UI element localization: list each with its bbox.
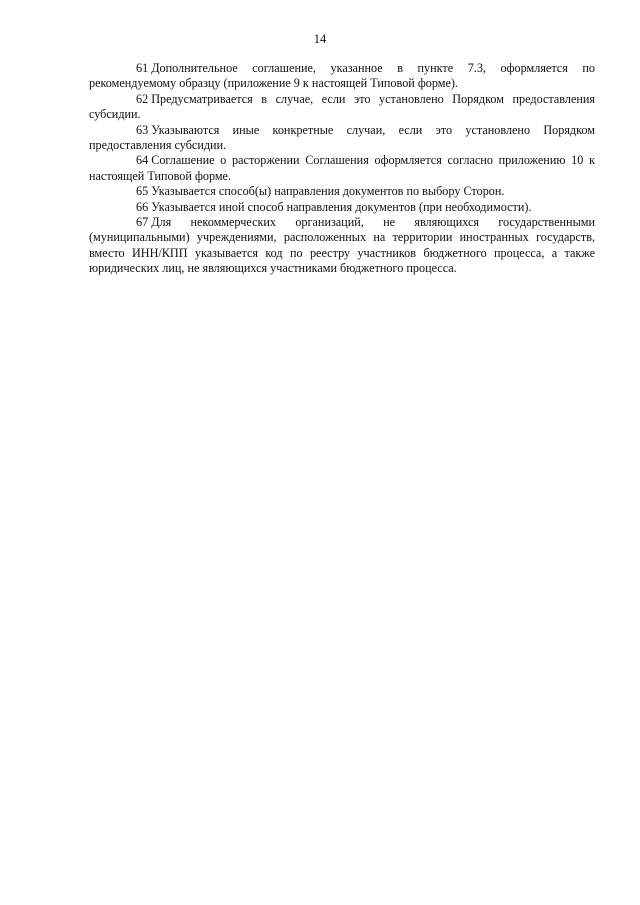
footnote-item bbox=[89, 184, 595, 199]
footnote-item bbox=[89, 153, 595, 184]
footnote-text: Предусматривается в случае, если это установлено Порядком предоставления субсидии. bbox=[89, 91, 595, 122]
footnote-item bbox=[89, 200, 595, 215]
footnote-text: Указываются иные конкретные случаи, если это установлено Порядком предоставления субсидии. bbox=[89, 122, 595, 153]
footnotes-list bbox=[89, 61, 595, 277]
footnote-number: 62 bbox=[136, 91, 149, 106]
footnote-item bbox=[89, 61, 595, 92]
footnote-text: Для некоммерческих организаций, не являющихся государственными (муниципальными) учреждениями, расположенных на территории иностранных государств, вместо ИНН/КПП указывается код по реестру участников бюджетного процесса, а также юридических лиц, не являющихся участниками бюджетного процесса. bbox=[89, 215, 595, 276]
footnote-number: 64 bbox=[136, 153, 149, 168]
footnote-number: 66 bbox=[136, 199, 149, 214]
footnote-number: 61 bbox=[136, 61, 149, 75]
footnote-text: Соглашение о расторжении Соглашения оформляется согласно приложению 10 к настоящей Типовой форме. bbox=[89, 153, 595, 183]
footnote-number: 63 bbox=[136, 122, 149, 137]
page-number: 14 bbox=[313, 32, 327, 46]
footnote-text: Указывается иной способ направления документов (при необходимости). bbox=[151, 199, 532, 214]
footnote-item bbox=[89, 215, 595, 277]
footnote-number: 65 bbox=[136, 184, 149, 199]
footnote-number: 67 bbox=[136, 215, 149, 230]
footnote-text: Дополнительное соглашение, указанное в пункте 7.3, оформляется по рекомендуемому образцу (приложение 9 к настоящей Типовой форме). bbox=[89, 61, 595, 91]
footnote-item bbox=[89, 123, 595, 154]
footnote-text: Указывается способ(ы) направления документов по выбору Сторон. bbox=[151, 184, 505, 199]
footnote-item bbox=[89, 92, 595, 123]
